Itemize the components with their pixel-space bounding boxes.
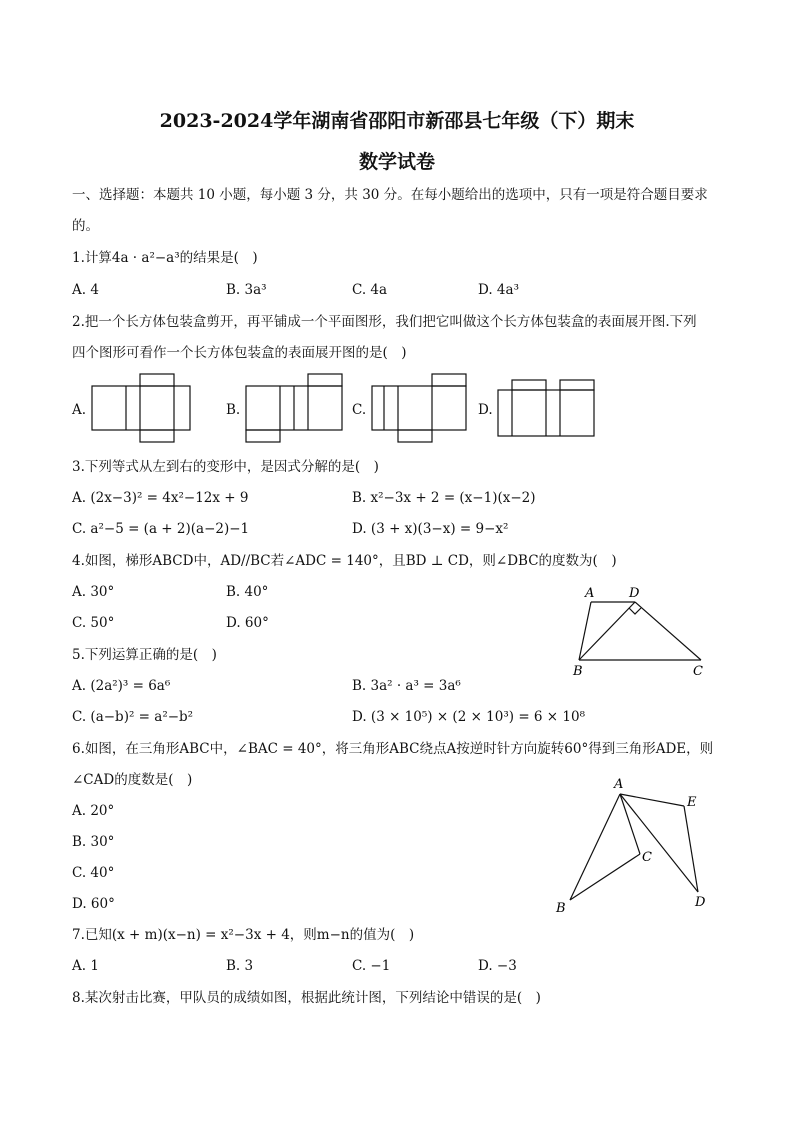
q1-option-c: C. 4a [352,282,388,298]
q3-option-a: A. (2x−3)² = 4x²−12x + 9 [72,490,249,506]
q6-label-a: A [614,777,624,792]
q4-option-a: A. 30° [72,584,115,600]
q6-option-a: A. 20° [72,803,115,819]
q1-option-b: B. 3a³ [226,282,267,298]
q4-label-b: B [573,664,583,679]
page-subtitle: 数学试卷 [358,151,435,173]
q2-option-a: A. [72,402,87,418]
page-title: 2023-2024学年湖南省邵阳市新邵县七年级（下）期末 [159,110,635,132]
q2-option-c: C. [352,402,367,418]
q6-stem-line1: 6.如图，在三角形ABC中，∠BAC = 40°，将三角形ABC绕点A按逆时针方向旋转60°得到三角形ADE，则 [72,741,714,757]
q3-option-b: B. x²−3x + 2 = (x−1)(x−2) [352,490,536,506]
q4-label-a: A [585,586,595,601]
q2-net-a [90,372,200,444]
q2-stem-line2: 四个图形可看作一个长方体包装盒的表面展开图的是( ) [72,345,407,361]
q5-option-b: B. 3a² · a³ = 3a⁶ [352,678,461,694]
q1-stem: 1.计算4a · a²−a³的结果是( ) [72,250,258,266]
q3-option-d: D. (3 + x)(3−x) = 9−x² [352,521,509,537]
q7-stem: 7.已知(x + m)(x−n) = x²−3x + 4，则m−n的值为( ) [72,927,415,943]
q6-rotation-figure [550,774,720,924]
q4-label-c: C [693,664,703,679]
q6-label-b: B [556,901,566,916]
q5-option-c: C. (a−b)² = a²−b² [72,709,194,725]
q4-option-d: D. 60° [226,615,269,631]
q4-option-b: B. 40° [226,584,269,600]
q2-stem-line1: 2.把一个长方体包装盒剪开，再平铺成一个平面图形，我们把它叫做这个长方体包装盒的表面展开图.下列 [72,314,697,330]
q4-option-c: C. 50° [72,615,115,631]
q7-option-a: A. 1 [72,958,99,974]
section-heading: 一、选择题：本题共 10 小题，每小题 3 分，共 30 分。在每小题给出的选项中，只有一项是符合题目要求 [72,187,708,203]
q4-stem: 4.如图，梯形ABCD中，AD//BC若∠ADC = 140°，且BD ⊥ CD，则∠DBC的度数为( ) [72,553,617,569]
q8-stem: 8.某次射击比赛，甲队员的成绩如图，根据此统计图，下列结论中错误的是( ) [72,990,541,1006]
q6-stem-line2: ∠CAD的度数是( ) [72,772,193,788]
q1-option-a: A. 4 [72,282,99,298]
q6-option-b: B. 30° [72,834,115,850]
q6-label-d: D [695,895,706,910]
q4-trapezoid-figure [565,582,715,682]
q1-option-d: D. 4a³ [478,282,519,298]
q2-net-d [496,374,598,440]
q7-option-c: C. −1 [352,958,391,974]
q7-option-d: D. −3 [478,958,517,974]
q5-stem: 5.下列运算正确的是( ) [72,647,217,663]
q5-option-d: D. (3 × 10⁵) × (2 × 10³) = 6 × 10⁸ [352,709,586,725]
q6-option-d: D. 60° [72,896,115,912]
q6-label-c: C [642,850,652,865]
section-heading-cont: 的。 [72,218,99,234]
q5-option-a: A. (2a²)³ = 6a⁶ [72,678,171,694]
q2-option-d: D. [478,402,493,418]
q7-option-b: B. 3 [226,958,254,974]
q6-label-e: E [687,795,697,810]
q2-net-c [370,372,470,444]
q3-stem: 3.下列等式从左到右的变形中，是因式分解的是( ) [72,459,379,475]
q4-label-d: D [629,586,640,601]
q6-option-c: C. 40° [72,865,115,881]
q3-option-c: C. a²−5 = (a + 2)(a−2)−1 [72,521,250,537]
q2-net-b [244,372,350,444]
q2-option-b: B. [226,402,241,418]
